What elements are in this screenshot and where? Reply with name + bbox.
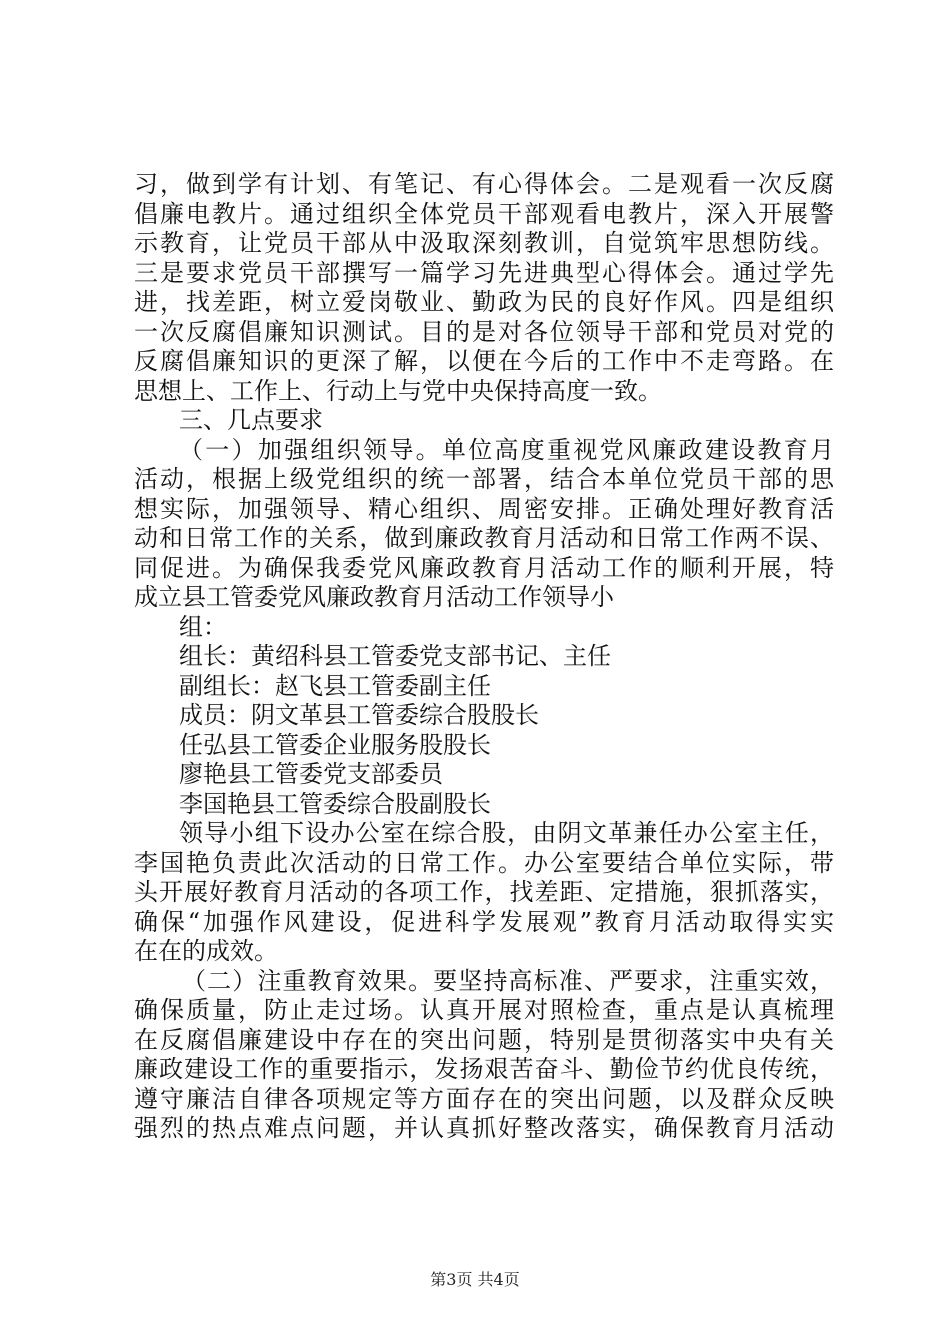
text-line: 反腐倡廉知识的更深了解，以便在今后的工作中不走弯路。在 <box>134 347 834 375</box>
text-line: 活动，根据上级党组织的统一部署，结合本单位党员干部的思 <box>134 465 834 493</box>
text-line: 在在的成效。 <box>134 937 278 965</box>
text-line: 领导小组下设办公室在综合股，由阴文革兼任办公室主任， <box>179 819 834 847</box>
member-line: 李国艳县工管委综合股副股长 <box>179 789 491 818</box>
document-body <box>134 170 834 1144</box>
text-line: 示教育，让党员干部从中汲取深刻教训，自觉筑牢思想防线。 <box>134 229 834 257</box>
text-line: 三是要求党员干部撰写一篇学习先进典型心得体会。通过学先 <box>134 258 834 287</box>
member-line: 任弘县工管委企业服务股股长 <box>179 730 491 759</box>
text-line: 确保“加强作风建设，促进科学发展观”教育月活动取得实实 <box>134 907 834 936</box>
text-line: 强烈的热点难点问题，并认真抓好整改落实，确保教育月活动 <box>134 1114 834 1142</box>
member-line: 廖艳县工管委党支部委员 <box>179 760 443 788</box>
text-line: 头开展好教育月活动的各项工作，找差距、定措施，狠抓落实， <box>134 878 834 906</box>
text-line: 确保质量，防止走过场。认真开展对照检查，重点是认真梳理 <box>134 996 834 1024</box>
text-line: 动和日常工作的关系，做到廉政教育月活动和日常工作两不误、 <box>134 524 834 552</box>
page-number: 第3页 共4页 <box>430 1270 520 1289</box>
text-line: （二）注重教育效果。要坚持高标准、严要求，注重实效， <box>182 966 834 995</box>
text-line: 李国艳负责此次活动的日常工作。办公室要结合单位实际，带 <box>134 848 834 877</box>
text-line: 组： <box>179 612 227 641</box>
text-line: 遵守廉洁自律各项规定等方面存在的突出问题，以及群众反映 <box>134 1084 834 1113</box>
text-line: 一次反腐倡廉知识测试。目的是对各位领导干部和党员对党的 <box>134 317 834 346</box>
text-line: 进，找差距，树立爱岗敬业、勤政为民的良好作风。四是组织 <box>134 288 834 316</box>
text-line: 想实际，加强领导、精心组织、周密安排。正确处理好教育活 <box>134 494 834 523</box>
text-line: 同促进。为确保我委党风廉政教育月活动工作的顺利开展，特 <box>134 553 834 582</box>
text-line: （一）加强组织领导。单位高度重视党风廉政建设教育月 <box>179 435 834 464</box>
text-line: 习，做到学有计划、有笔记、有心得体会。二是观看一次反腐 <box>134 170 834 198</box>
member-line: 副组长：赵飞县工管委副主任 <box>179 671 491 700</box>
section-heading: 三、几点要求 <box>179 406 323 434</box>
text-line: 思想上、工作上、行动上与党中央保持高度一致。 <box>134 376 662 405</box>
text-line: 倡廉电教片。通过组织全体党员干部观看电教片，深入开展警 <box>134 199 834 228</box>
member-line: 组长：黄绍科县工管委党支部书记、主任 <box>179 642 611 670</box>
text-line: 廉政建设工作的重要指示，发扬艰苦奋斗、勤俭节约优良传统， <box>134 1055 834 1083</box>
member-line: 成员：阴文革县工管委综合股股长 <box>179 701 539 729</box>
text-line: 在反腐倡廉建设中存在的突出问题，特别是贯彻落实中央有关 <box>134 1025 834 1054</box>
text-line: 成立县工管委党风廉政教育月活动工作领导小 <box>134 583 614 611</box>
